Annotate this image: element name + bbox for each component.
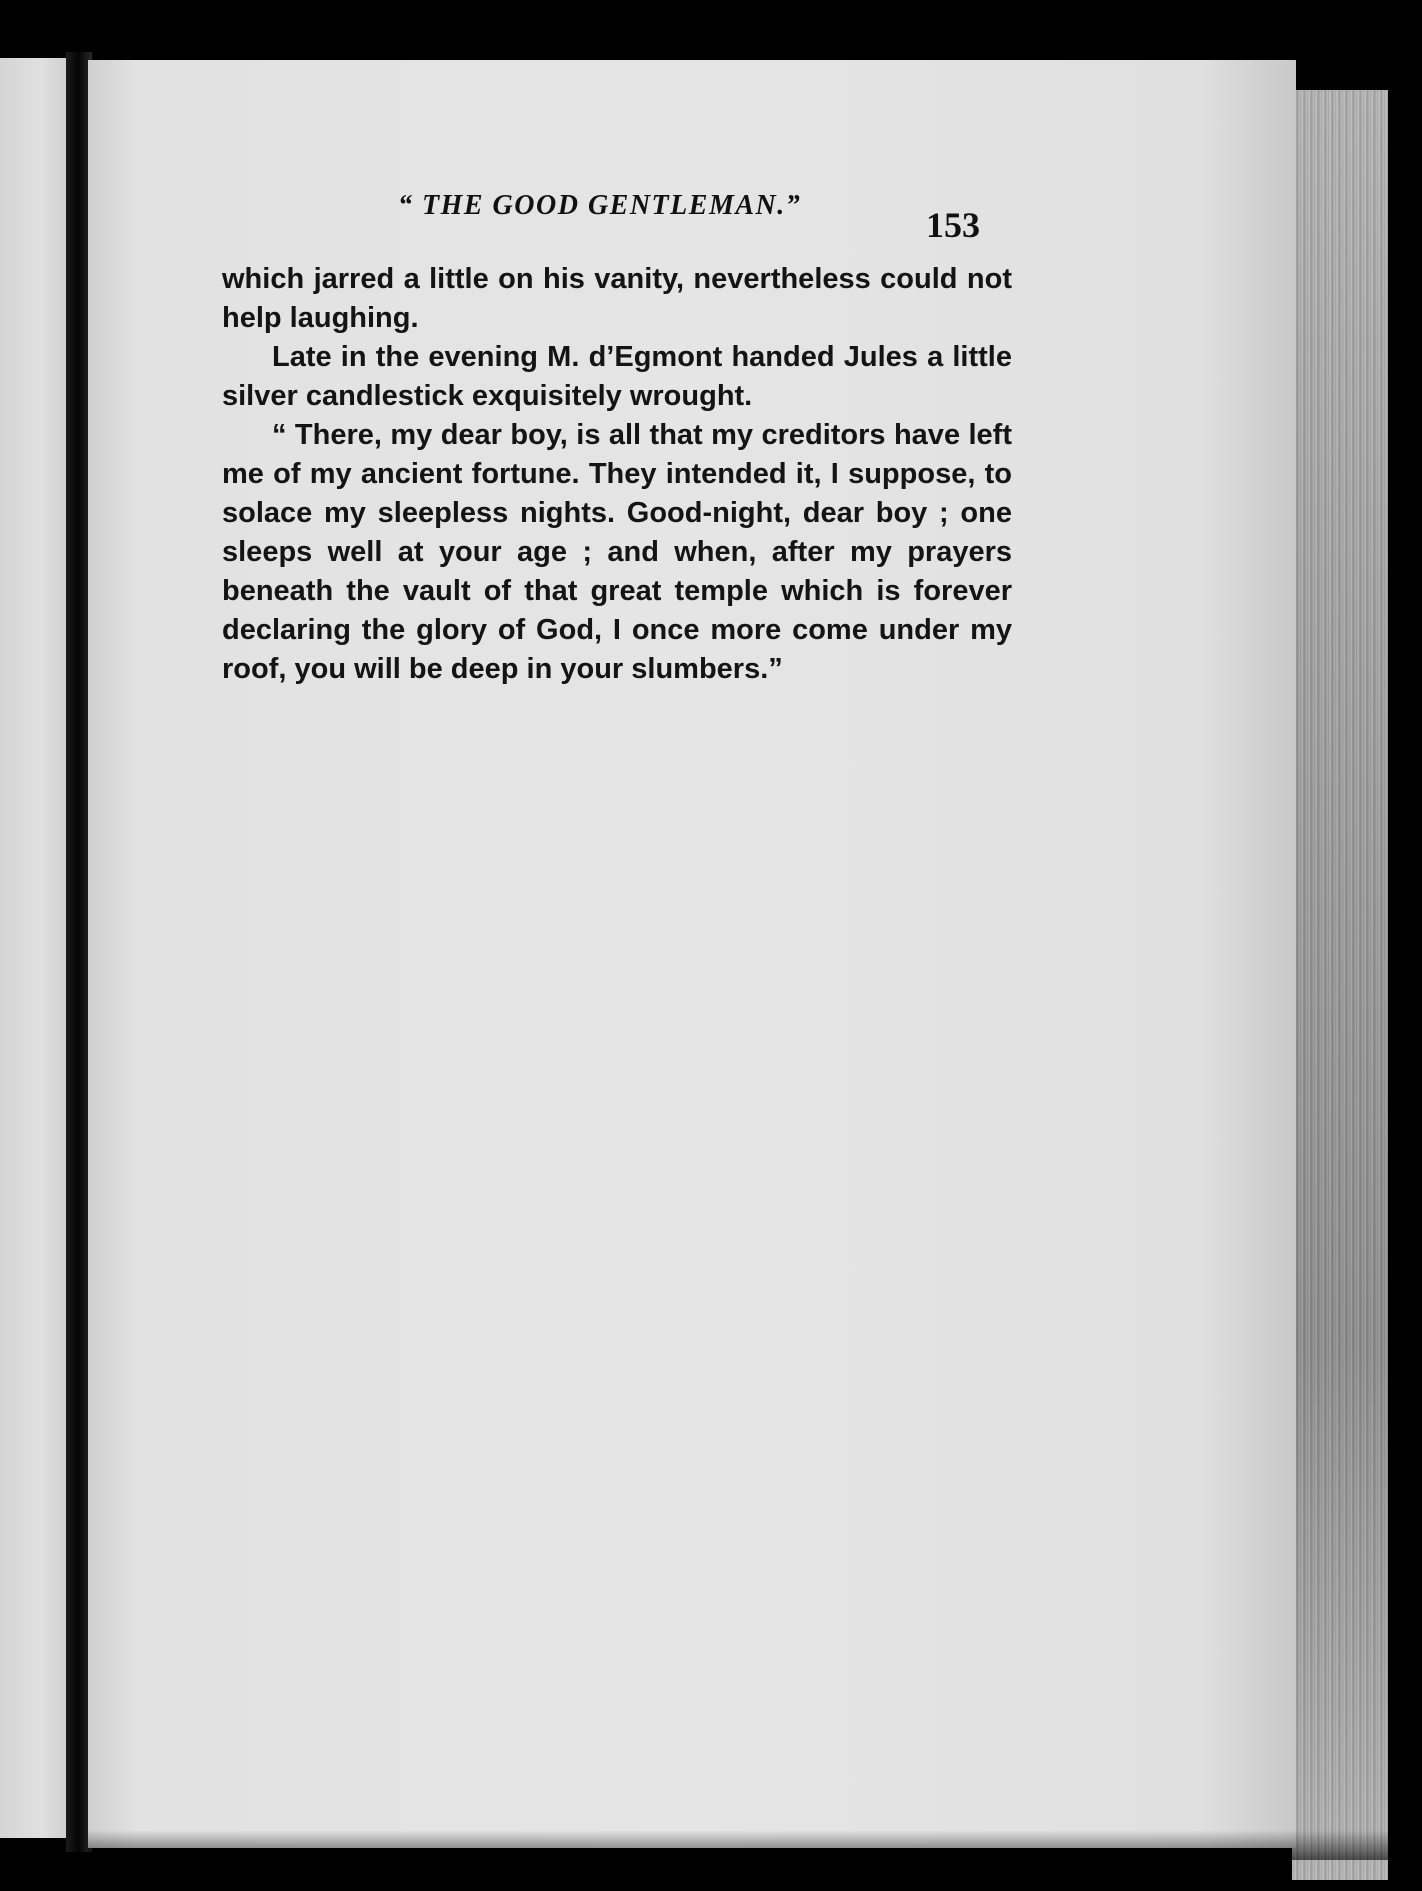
left-facing-page (0, 58, 68, 1838)
page-body (222, 260, 1012, 689)
paragraph-candlestick: Late in the evening M. d’Egmont handed Jules a little silver candlestick exquisitely wrought. (222, 341, 1012, 412)
page-number: 153 (926, 205, 980, 245)
paragraph-dialogue: “ There, my dear boy, is all that my creditors have left me of my ancient fortune. They intended it, I suppose, to solace my sleepless nights. Good-night, dear boy ; one sleeps well at your age ; and when, after my prayers beneath the vault of that great temple which is forever declaring the glory of God, I once more come under my roof, you will be deep in your slumbers.” (222, 419, 1012, 685)
paragraph-continuation: which jarred a little on his vanity, nevertheless could not help laughing. (222, 263, 1012, 334)
page-stack-edge (1292, 90, 1388, 1880)
running-head: “ THE GOOD GENTLEMAN.” (398, 190, 802, 221)
page-bottom-shadow (88, 1830, 1388, 1860)
